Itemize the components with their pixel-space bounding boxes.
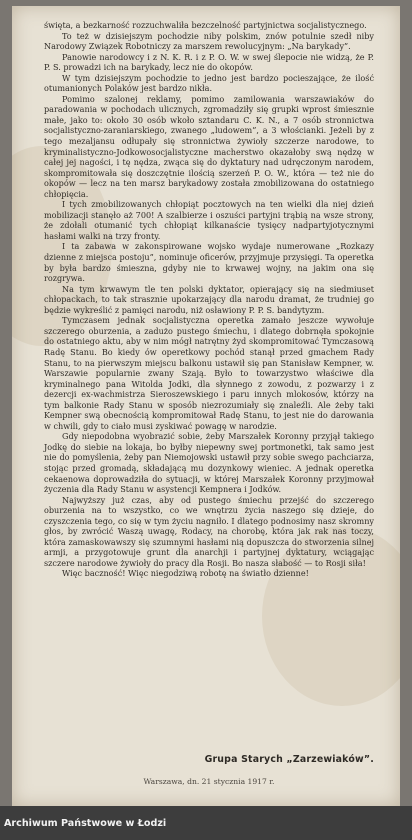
paragraph: To też w dzisiejszym pochodzie niby polskim, znów potulnie szedł niby Narodowy Związek Robotniczy za marszem rewolucyjnym: „Na barykady”. xyxy=(44,30,374,52)
paragraph: święta, a bezkarność rozzuchwaliła bezczelność partyjnictwa socjalistycznego. xyxy=(44,20,367,30)
paragraph: I tych zmobilizowanych chłopiąt pocztowych na ten wielki dla niej dzień mobilizacji stanęło aż 700! A szalbierze i oszuści partyjni trąbią na wsze strony, że zdołali otumanić tych chłopiąt kilkanaście tysięcy nadpartyjotycznymi hasłami walki na trzy fronty. xyxy=(44,199,374,241)
archive-label: Archiwum Państwowe w Łodzi xyxy=(4,817,167,829)
paragraph: Gdy niepodobna wyobrazić sobie, żeby Marszałek Koronny przyjął takiego Jodkę do siebie na lokaja, bo byłby niepewny swej portmonetki, tak samo jest nie do pomyślenia, żeby pan Niemojowski ustawił przy sobie swego pachciarza, stojąc przed gromadą, składającą mu dozynkowy wieniec. A jednak operetka cekaenowa doprowadziła do sytuacji, w której Marszałek Koronny przyjmował życzenia dla Rady Stanu w asystencji Kempnera i Jodków. xyxy=(44,431,374,495)
place-date: Warszawa, dn. 21 stycznia 1917 r. xyxy=(143,777,275,786)
paragraph: W tym dzisiejszym pochodzie to jedno jest bardzo pocieszające, że ilość otumanionych Polaków jest bardzo nikła. xyxy=(44,72,374,94)
signature: Grupa Starych „Zarzewiaków”. xyxy=(204,754,374,765)
paragraph: Najwyższy już czas, aby od pustego śmiechu przejść do szczerego oburzenia na to wszystko, co we wnętrzu życia naszego się dzieje, do czyszczenia tego, co się w tym życiu nagniło. I dlatego podnosimy nasz skromny głos, by zwrócić Waszą uwagę, Rodacy, na chorobę, która jak rak nas toczy, która zamaskowawszy się szumnymi hasłami nią dopuszcza do stworzenia silnej armji, a przygotowuje grunt dla anarchji i partyjnej dyktatury, wciągając szczere narodowe żywioły do pracy dla Rosji. Bo nasza słabość — to Rosji siła! xyxy=(44,494,374,568)
paragraph: Tymczasem jednak socjalistyczna operetka zamało jeszcze wywołuje szczerego oburzenia, a zadużo pustego śmiechu, i dlatego dobrnęła spokojnie do ostatniego aktu, aby w nim mógł natrętny żyd skompromitować Tymczasową Radę Stanu. Bo kiedy ów operetkowy pochód stanął przed gmachem Rady Stanu, to na pierwszym miejscu balkonu ustawił się pan Stanisław Kempner, w. Warszawie popularnie zwany Szają. Było to towarzystwo właściwe dla kryminalnego pana Witolda Jodki, dla słynnego z zowodu, z pozwarzy i z dezercji ex-wachmistrza Sieroszewskiego i paru innych mlokosów, którzy na tym balkonie Rady Stanu w sposób niezrozumiały się znaleźli. Ale żeby taki Kempner swą obecnością kompromitował Radę Stanu, to jest nie do darowania w chwili, gdy to ciało musi zyskiwać powagę w narodzie. xyxy=(44,315,374,431)
archive-footer xyxy=(0,806,412,840)
document-page xyxy=(12,6,400,806)
paragraph: I ta zabawa w zakonspirowane wojsko wydaje numerowane „Rozkazy dzienne z miejsca postoju”, nominuje oficerów, przyjmuje przysięgi. Ta operetka by była bardzo śmieszna, gdyby nie to krwawej wojny, na jakim ona się rozgrywa. xyxy=(44,241,374,284)
paragraph: Pomimo szalonej reklamy, pomimo zamilowania warszawiaków do paradowania w pochodach ulicznych, zgromadziły się grupki wprost śmiesznie małe, jako to: około 30 osób wkoło sztandaru C. K. N., a 7 osób stronnictwa socjalistyczno-zaraniarskiego, zwanego „ludowem”, a 3 włościanki. Jeżeli by z tego mezaljansu odłupały się stronnictwa żywioły szczerze narodowe, to kryminalistyczno-Jodkowosocjalistyczne macherstwo okazałoby swą nędzę w całej jej nagości, i tę nędza, zwąca się do dyktatury nad udręczonym narodem, skompromitowała się doszczętnie ilością szerzeń P. O. W., która — też nie do okopów — lecz na ten marsz barykadowy została zmobilizowana do ostatniego chłopięcia. xyxy=(44,93,374,199)
document-body xyxy=(44,20,374,579)
paragraph: Panowie narodowcy i z N. K. R. i z P. O. W. w swej ślepocie nie widzą, że P. P. S. prowadzi ich na barykady, lecz nie do okopów. xyxy=(44,51,374,73)
paragraph: Więc baczność! Więc niegodziwą robotę na światło dzienne! xyxy=(62,568,309,579)
paragraph: Na tym krwawym tle ten polski dyktator, opierający się na siedmiuset chłopackach, to tak strasznie upokarzający dla narodu dramat, że trudniej go będzie wykreślić z pamięci narodu, niż osławiony P. P. S. bandytyzm. xyxy=(44,283,374,315)
